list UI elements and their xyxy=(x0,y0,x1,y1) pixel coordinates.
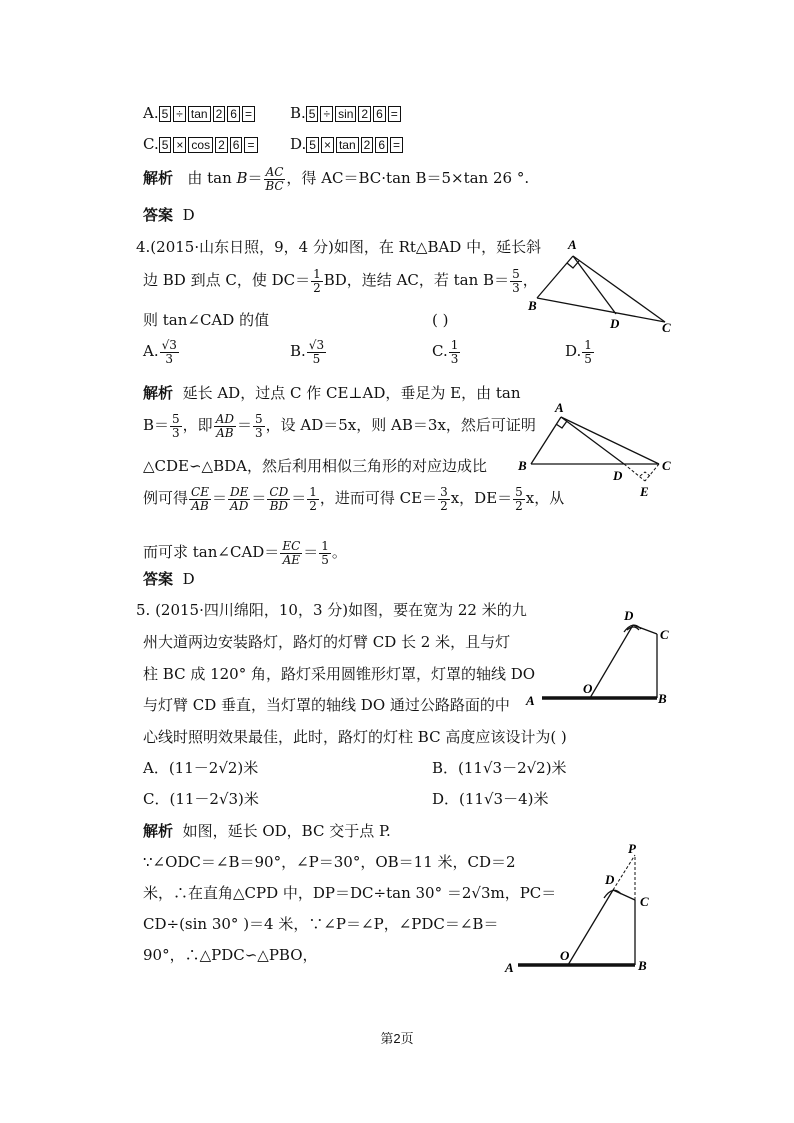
label-a: A xyxy=(505,960,514,975)
p4-option-b: B. $\frac{√3}{5}$ xyxy=(290,338,325,366)
key-cos: cos xyxy=(188,137,213,153)
label-c: C xyxy=(660,627,669,642)
p5-option-b: B．(11√3－2√2)米 xyxy=(432,759,567,777)
label-b: B xyxy=(518,458,527,473)
key-tan: tan xyxy=(188,106,211,122)
key-5: 5 xyxy=(306,137,319,153)
p3-answer: 答案 D xyxy=(143,206,195,224)
p4-solution-2: B＝ $\frac{5}{3}$ ，即 $\frac{AD}{AB}$ ＝ $\frac{5}{3}$ ，设 AD＝5x，则 AB＝3x，然后可证明 xyxy=(143,412,536,440)
p3-solution-line: 解析 由 tan B＝ $\frac{AC}{BC}$ ，得 AC＝BC·tan B＝5×tan 26 °. xyxy=(143,165,530,193)
key-times: × xyxy=(321,137,334,153)
p5-solution-1: 解析 如图，延长 OD，BC 交于点 P. xyxy=(143,822,391,840)
p5-option-c: C．(11－2√3)米 xyxy=(143,790,259,808)
p4-answer: 答案 D xyxy=(143,570,195,588)
key-divide: ÷ xyxy=(173,106,186,122)
p5-solution-2: ∵∠ODC＝∠B＝90°，∠P＝30°，OB＝11 米，CD＝2 xyxy=(143,853,516,871)
key-divide: ÷ xyxy=(320,106,333,122)
key-6: 6 xyxy=(227,106,240,122)
p4-solution-1: 解析 延长 AD，过点 C 作 CE⊥AD，垂足为 E，由 tan xyxy=(143,384,521,402)
key-2: 2 xyxy=(358,106,371,122)
label-d: D xyxy=(605,872,615,887)
key-6: 6 xyxy=(375,137,388,153)
key-6: 6 xyxy=(230,137,243,153)
key-sin: sin xyxy=(335,106,356,122)
p4-answer-paren: ( ) xyxy=(432,311,449,329)
p5-option-a: A．(11－2√2)米 xyxy=(143,759,259,777)
p4-line3: 则 tan∠CAD 的值 xyxy=(143,311,270,329)
key-tan: tan xyxy=(336,137,359,153)
key-equals: = xyxy=(390,137,403,153)
fraction: $\frac{AC}{BC}$ xyxy=(265,165,284,193)
p4-solution-3: △CDE∽△BDA，然后利用相似三角形的对应边成比 xyxy=(143,457,487,475)
p4-solution-4: 例可得 $\frac{CE}{AB}$ ＝ $\frac{DE}{AD}$ ＝ $\frac{CD}{BD}$ ＝ $\frac{1}{2}$ ，进而可得 CE＝ $\frac{3}{2}$ x，DE＝ $\frac{5}{2}$ x，从 xyxy=(143,485,565,513)
key-equals: = xyxy=(244,137,257,153)
key-5: 5 xyxy=(306,106,319,122)
p5-solution-3: 米，∴在直角△CPD 中，DP＝DC÷tan 30° ＝2√3m，PC＝ xyxy=(143,884,557,902)
label-d: D xyxy=(624,608,634,623)
key-equals: = xyxy=(388,106,401,122)
p4-head: 4.(2015·山东日照，9，4 分)如图，在 Rt△BAD 中，延长斜 xyxy=(136,238,542,256)
p5-solution-4: CD÷(sin 30° )＝4 米，∵∠P＝∠P，∠PDC＝∠B＝ xyxy=(143,915,499,933)
p5-line3: 柱 BC 成 120° 角，路灯采用圆锥形灯罩，灯罩的轴线 DO xyxy=(143,665,536,683)
fraction: $\frac{1}{2}$ xyxy=(313,267,321,295)
p5-line2: 州大道两边安装路灯，路灯的灯臂 CD 长 2 米，且与灯 xyxy=(143,633,511,651)
label-b: B xyxy=(638,958,647,973)
key-6: 6 xyxy=(373,106,386,122)
option-b-top: B. 5 ÷ sin 2 6 = xyxy=(290,106,403,122)
p4-solution-5: 而可求 tan∠CAD＝ $\frac{EC}{AE}$ ＝ $\frac{1}{5}$ 。 xyxy=(143,539,347,567)
label-o: O xyxy=(560,948,570,963)
label-a: A xyxy=(568,237,577,252)
p5-solution-5: 90°，∴△PDC∽△PBO， xyxy=(143,946,318,964)
p4-option-a: A. $\frac{√3}{3}$ xyxy=(143,338,177,366)
label-o: O xyxy=(583,681,593,696)
p5-line4: 与灯臂 CD 垂直，当灯罩的轴线 DO 通过公路路面的中 xyxy=(143,696,510,714)
p5-line1: 5. (2015·四川绵阳，10，3 分)如图，要在宽为 22 米的九 xyxy=(136,601,527,619)
key-5: 5 xyxy=(159,137,172,153)
option-a-top: A. 5 ÷ tan 2 6 = xyxy=(143,106,257,122)
page-number: 第2页 xyxy=(380,1031,414,1046)
option-c-top: C. 5 × cos 2 6 = xyxy=(143,137,260,153)
key-times: × xyxy=(173,137,186,153)
label-d: D xyxy=(610,316,620,331)
key-2: 2 xyxy=(215,137,228,153)
fraction: $\frac{5}{3}$ xyxy=(512,267,520,295)
label-b: B xyxy=(528,298,537,313)
p5-line5: 心线时照明效果最佳，此时，路灯的灯柱 BC 高度应该设计为( ) xyxy=(143,728,567,746)
label-a: A xyxy=(555,400,564,415)
label-c: C xyxy=(662,320,671,335)
option-d-top: D. 5 × tan 2 6 = xyxy=(290,137,405,153)
key-2: 2 xyxy=(361,137,374,153)
label-c: C xyxy=(640,894,649,909)
label-p: P xyxy=(628,841,636,856)
label-c: C xyxy=(662,458,671,473)
p4-option-d: D. $\frac{1}{5}$ xyxy=(565,338,592,366)
p4-line2: 边 BD 到点 C，使 DC＝ $\frac{1}{2}$ BD，连结 AC，若 tan B＝ $\frac{5}{3}$ ， xyxy=(143,267,538,295)
key-5: 5 xyxy=(159,106,172,122)
label-e: E xyxy=(640,484,649,499)
p5-option-d: D．(11√3－4)米 xyxy=(432,790,549,808)
key-equals: = xyxy=(242,106,255,122)
label-d: D xyxy=(613,468,623,483)
label-b: B xyxy=(658,691,667,706)
p4-option-c: C. $\frac{1}{3}$ xyxy=(432,338,459,366)
label-a: A xyxy=(526,693,535,708)
key-2: 2 xyxy=(213,106,226,122)
